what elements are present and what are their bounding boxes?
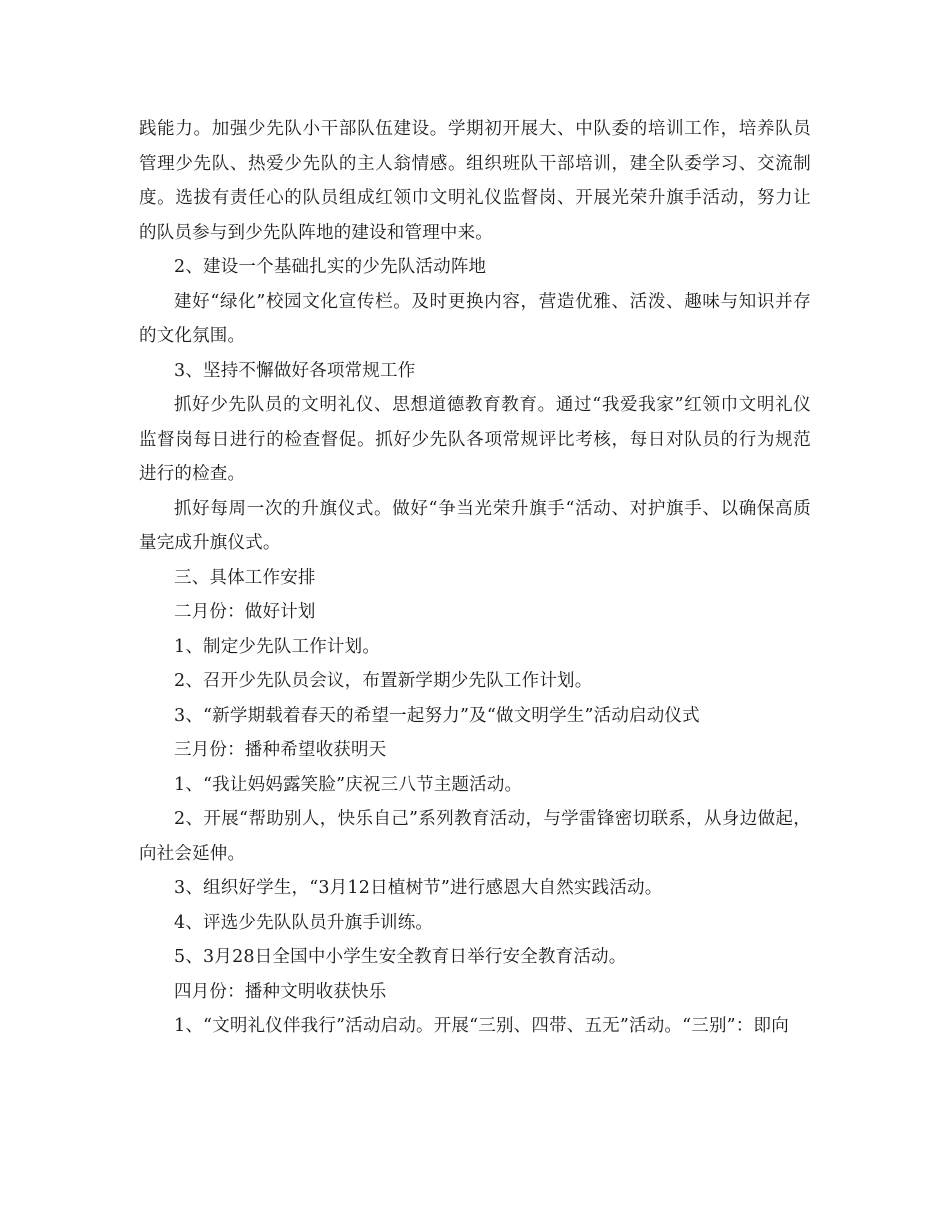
paragraph-practice-ability: 践能力。加强少先队小干部队伍建设。学期初开展大、中队委的培训工作，培养队员管理少先队、热爱少先队的主人翁情感。组织班队干部培训，建全队委学习、交流制度。选拔有责任心的队员组成红领巾文明礼仪监督岗、开展光荣升旗手活动，努力让的队员参与到少先队阵地的建设和管理中来。 (139, 119, 811, 243)
list-item-apr-1: 1、“文明礼仪伴我行”活动启动。开展“三别、四带、五无”活动。“三别”：即向 (174, 1016, 789, 1036)
paragraph-etiquette-education: 抓好少先队员的文明礼仪、思想道德教育教育。通过“我爱我家”红领巾文明礼仪监督岗每日进行的检查督促。抓好少先队各项常规评比考核，每日对队员的行为规范进行的检查。 (139, 395, 811, 484)
list-item-feb-2: 2、召开少先队员会议，布置新学期少先队工作计划。 (174, 671, 593, 691)
document-body (139, 112, 811, 1044)
month-heading-march: 三月份：播种希望收获明天 (174, 740, 387, 760)
section-heading-routine-work: 3、坚持不懈做好各项常规工作 (174, 360, 416, 381)
month-heading-february: 二月份：做好计划 (174, 602, 316, 622)
list-item-feb-3: 3、“新学期载着春天的希望一起努力”及“做文明学生”活动启动仪式 (174, 705, 700, 726)
month-heading-april: 四月份：播种文明收获快乐 (174, 981, 387, 1002)
list-item-feb-1: 1、制定少先队工作计划。 (174, 636, 381, 657)
paragraph-flag-ceremony: 抓好每周一次的升旗仪式。做好“争当光荣升旗手“活动、对护旗手、以确保高质量完成升旗仪式。 (139, 498, 811, 553)
list-item-mar-1: 1、“我让妈妈露笑脸”庆祝三八节主题活动。 (174, 774, 523, 795)
list-item-mar-3: 3、组织好学生，“3月12日植树节”进行感恩大自然实践活动。 (174, 878, 663, 898)
list-item-mar-5: 5、3月28日全国中小学生安全教育日举行安全教育活动。 (174, 947, 627, 967)
section-heading-schedule: 三、具体工作安排 (174, 567, 316, 588)
list-item-mar-4: 4、评选少先队队员升旗手训练。 (174, 912, 434, 933)
section-heading-activity-base: 2、建设一个基础扎实的少先队活动阵地 (174, 257, 487, 277)
paragraph-culture-board: 建好“绿化”校园文化宣传栏。及时更换内容，营造优雅、活泼、趣味与知识并存的文化氛围。 (139, 291, 811, 346)
list-item-mar-2: 2、开展“帮助别人，快乐自己”系列教育活动，与学雷锋密切联系，从身边做起，向社会延伸。 (139, 809, 811, 864)
